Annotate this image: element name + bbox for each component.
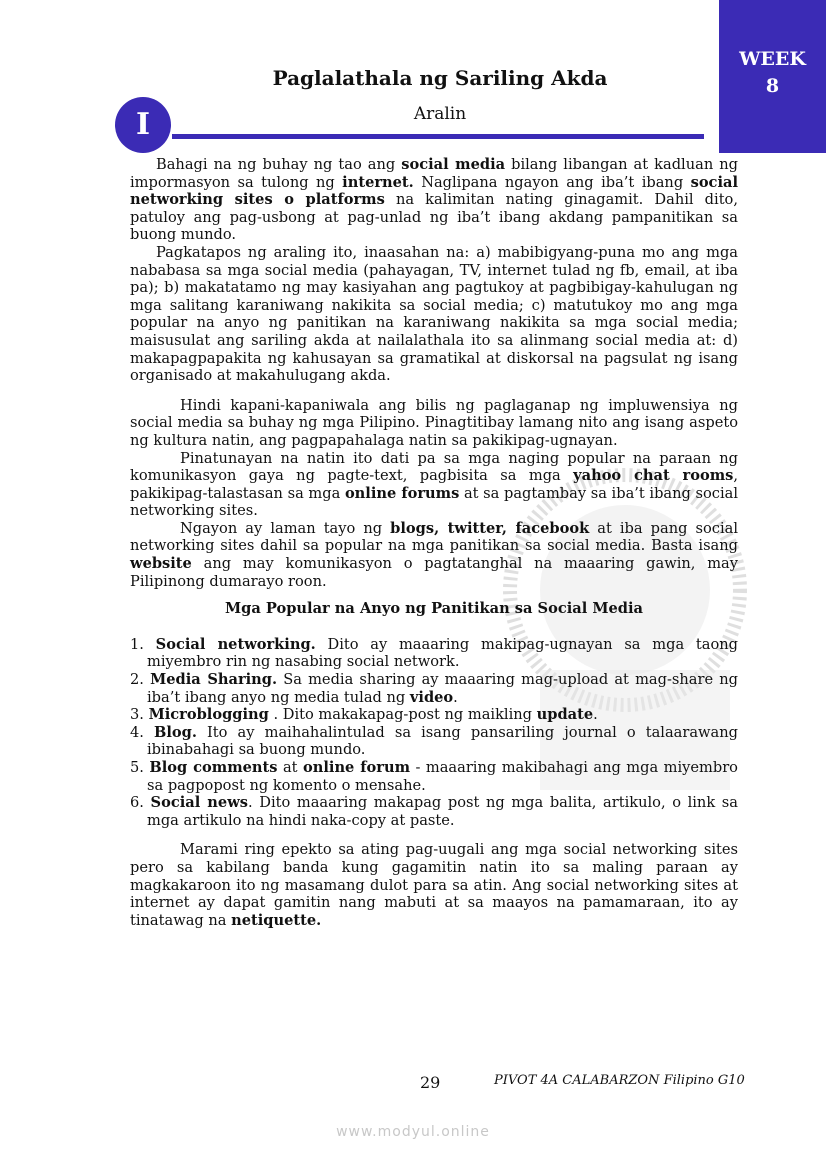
list-item: 4. Blog. Ito ay maihahalintulad sa isang pansariling journal o talaarawang ibinabahagi sa buong mundo. xyxy=(130,723,738,759)
history-paragraph: Pinatunayan na natin ito dati pa sa mga naging popular na paraan ng komunikasyon gaya ng pagte-text, pagbisita sa mga yahoo chat rooms, pakikipag-talastasan sa mga online forums at sa pagtambay sa iba’t ibang social networking sites. xyxy=(130,449,738,520)
footer-module-label: PIVOT 4A CALABARZON Filipino G10 xyxy=(494,1073,745,1088)
section-letter-badge: I xyxy=(115,97,171,153)
title-divider xyxy=(172,134,704,139)
page-title: Paglalathala ng Sariling Akda xyxy=(272,66,608,90)
list-item: 6. Social news. Dito maaaring makapag post ng mga balita, artikulo, o link sa mga artikulo na hindi naka-copy at paste. xyxy=(130,794,738,829)
list-heading: Mga Popular na Anyo ng Panitikan sa Social Media xyxy=(225,600,643,618)
site-watermark: www.modyul.online xyxy=(336,1124,490,1140)
week-number: 8 xyxy=(765,75,780,97)
closing-paragraph: Marami ring epekto sa ating pag-uugali ang mga social networking sites pero sa kabilang banda kung gagamitin natin ito sa maling paraan ay magkakaroon ito ng masamang dulot para sa atin. Ang social networking sites at internet ay dapat gamitin nang mabuti at sa maayos na pamamaraan, ito ay tinatawag na netiquette. xyxy=(130,841,738,929)
list-item: 3. Microblogging . Dito makakapag-post ng maikling update. xyxy=(130,706,598,724)
list-item: 5. Blog comments at online forum - maaaring makibahagi ang mga miyembro sa pagpopost ng komento o mensahe. xyxy=(130,759,738,794)
list-item: 1. Social networking. Dito ay maaaring makipag-ugnayan sa mga taong miyembro rin ng nasabing social network. xyxy=(130,635,738,671)
week-badge xyxy=(719,0,826,153)
present-paragraph: Ngayon ay laman tayo ng blogs, twitter, facebook at iba pang social networking sites dahil sa popular na mga panitikan sa social media. Basta isang website ang may komunikasyon o pagtatanghal na maaaring gawin, may Pilipinong dumarayo roon. xyxy=(130,519,738,590)
popular-forms-list xyxy=(130,636,738,830)
influence-paragraph: Hindi kapani-kapaniwala ang bilis ng paglaganap ng impluwensiya ng social media sa buhay ng mga Pilipino. Pinagtitibay lamang nito ang isang aspeto ng kultura natin, ang pagpapahalaga natin sa pakikipag-ugnayan. xyxy=(130,396,738,449)
objectives-paragraph: Pagkatapos ng araling ito, inaasahan na: a) mabibigyang-puna mo ang mga nababasa sa mga social media (pahayagan, TV, internet tulad ng fb, email, at iba pa); b) makatatamo ng may kasiyahan ang pagtukoy at pagbibigay-kahulugan ng mga salitang karaniwang nakikita sa social media; c) matutukoy mo ang mga popular na anyo ng panitikan na karaniwang nakikita sa mga social media; maisusulat ang sariling akda at nailalathala ito sa alinmang social media at: d) makapagpapakita ng kahusayan sa gramatikal at diskorsal na pagsulat ng isang organisado at makahulugang akda. xyxy=(130,243,738,385)
intro-paragraph: Bahagi na ng buhay ng tao ang social media bilang libangan at kadluan ng impormasyon sa tulong ng internet. Naglipana ngayon ang iba’t ibang social networking sites o platforms na kalimitan nating ginagamit. Dahil dito, patuloy ang pag-usbong at pag-unlad ng iba’t ibang akdang pampanitikan sa buong mundo. xyxy=(130,156,738,244)
page-number: 29 xyxy=(420,1073,441,1092)
section-subtitle: Aralin xyxy=(413,104,467,124)
week-label: WEEK xyxy=(739,48,806,70)
list-item: 2. Media Sharing. Sa media sharing ay maaaring mag-upload at mag-share ng iba’t ibang anyo ng media tulad ng video. xyxy=(130,671,738,706)
lesson-body xyxy=(130,156,738,929)
